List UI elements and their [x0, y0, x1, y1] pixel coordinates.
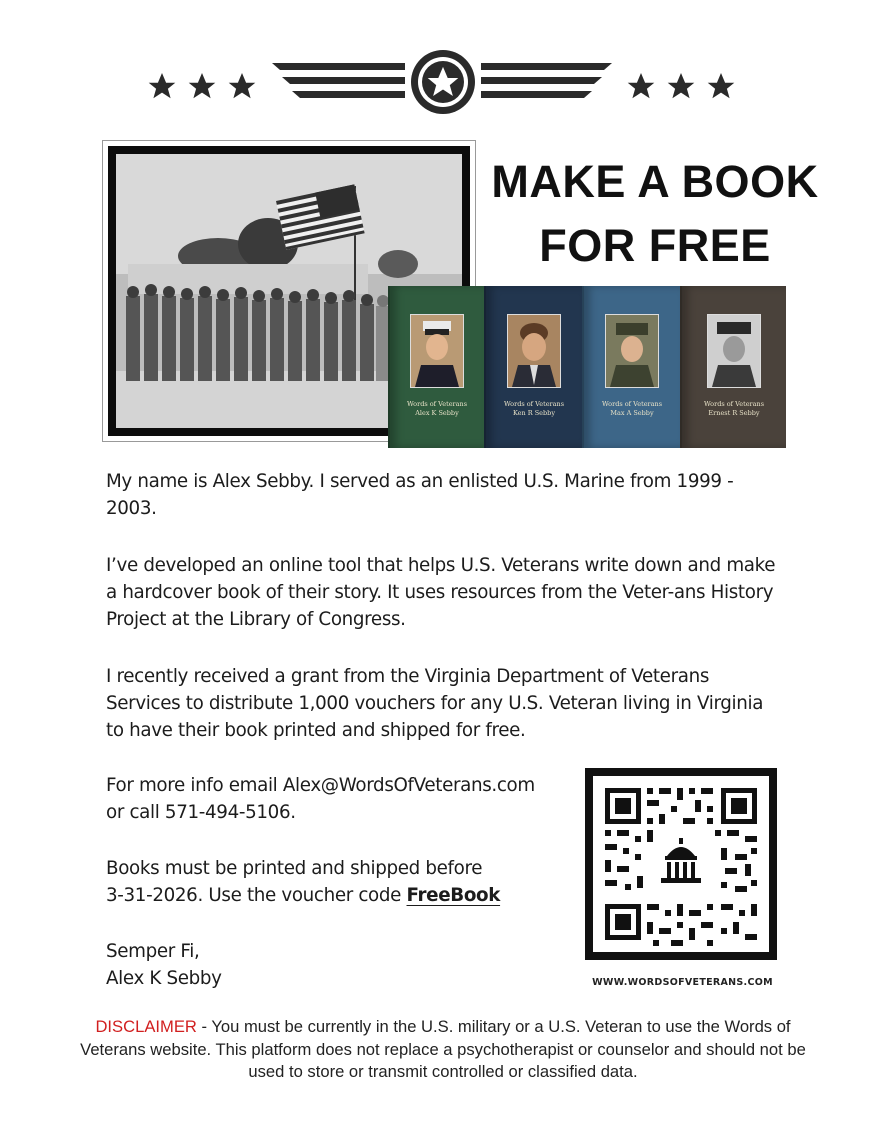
capitol-icon [653, 836, 709, 892]
deadline-paragraph [106, 855, 576, 909]
star-icon [708, 73, 735, 98]
signature [106, 938, 576, 992]
book-label: Words of Veterans Alex K Sebby [406, 400, 468, 417]
star-icon [628, 73, 655, 98]
grant-paragraph: I recently received a grant from the Virginia Department of Veterans Services to distribute 1,000 vouchers for any U.S. Veteran living in Virginia to have their book printed and shipped for free. [106, 666, 764, 741]
disclaimer-label: DISCLAIMER [95, 1017, 197, 1036]
website-url[interactable]: WWW.WORDSOFVETERANS.COM [592, 977, 773, 988]
emblem-graphic [0, 0, 886, 130]
portrait-icon [707, 314, 761, 388]
book-label: Words of Veterans Max A Sebby [601, 400, 663, 417]
voucher-line: 3-31-2026. Use the voucher code FreeBook [106, 885, 501, 906]
sign-off: Semper Fi, [106, 941, 200, 962]
star-icon [189, 73, 216, 98]
contact-phone-line[interactable]: or call 571-494-5106. [106, 802, 296, 823]
star-icon [229, 73, 256, 98]
book-cover-ken [484, 286, 582, 448]
disclaimer-text: - You must be currently in the U.S. military or a U.S. Veteran to use the Words of Veterans website. This platform does not replace a psychotherapist or counselor and should not be used to store or transmit controlled or classified data. [80, 1017, 806, 1081]
deadline-line: Books must be printed and shipped before [106, 858, 483, 879]
star-icon [149, 73, 176, 98]
signer-name: Alex K Sebby [106, 968, 222, 989]
contact-paragraph [106, 772, 576, 826]
portrait-icon [605, 314, 659, 388]
star-icon [668, 73, 695, 98]
portrait-icon [410, 314, 464, 388]
portrait-icon [507, 314, 561, 388]
header-emblem [0, 0, 886, 130]
book-cover-alex [388, 286, 484, 448]
contact-email-line[interactable]: For more info email Alex@WordsOfVeterans.com [106, 775, 535, 796]
qr-code-graphic [585, 768, 777, 960]
page-title [490, 150, 820, 278]
circle-star-icon [411, 50, 475, 114]
book-label: Words of Veterans Ken R Sebby [503, 400, 565, 417]
tool-paragraph: I’ve developed an online tool that helps U.S. Veterans write down and make a hardcover book of their story. It uses resources from the Veter-ans History Project at the Library of Congress. [106, 555, 776, 630]
book-label: Words of Veterans Ernest R Sebby [703, 400, 765, 417]
voucher-code: FreeBook [406, 885, 501, 906]
title-line-2: FOR FREE [539, 220, 771, 271]
book-cover-max [582, 286, 680, 448]
book-covers [388, 286, 786, 448]
qr-code[interactable] [585, 768, 777, 960]
intro-paragraph: My name is Alex Sebby. I served as an enlisted U.S. Marine from 1999 - 2003. [106, 471, 734, 519]
disclaimer [70, 1016, 816, 1084]
title-line-1: MAKE A BOOK [491, 156, 819, 207]
book-cover-ernest [680, 286, 786, 448]
